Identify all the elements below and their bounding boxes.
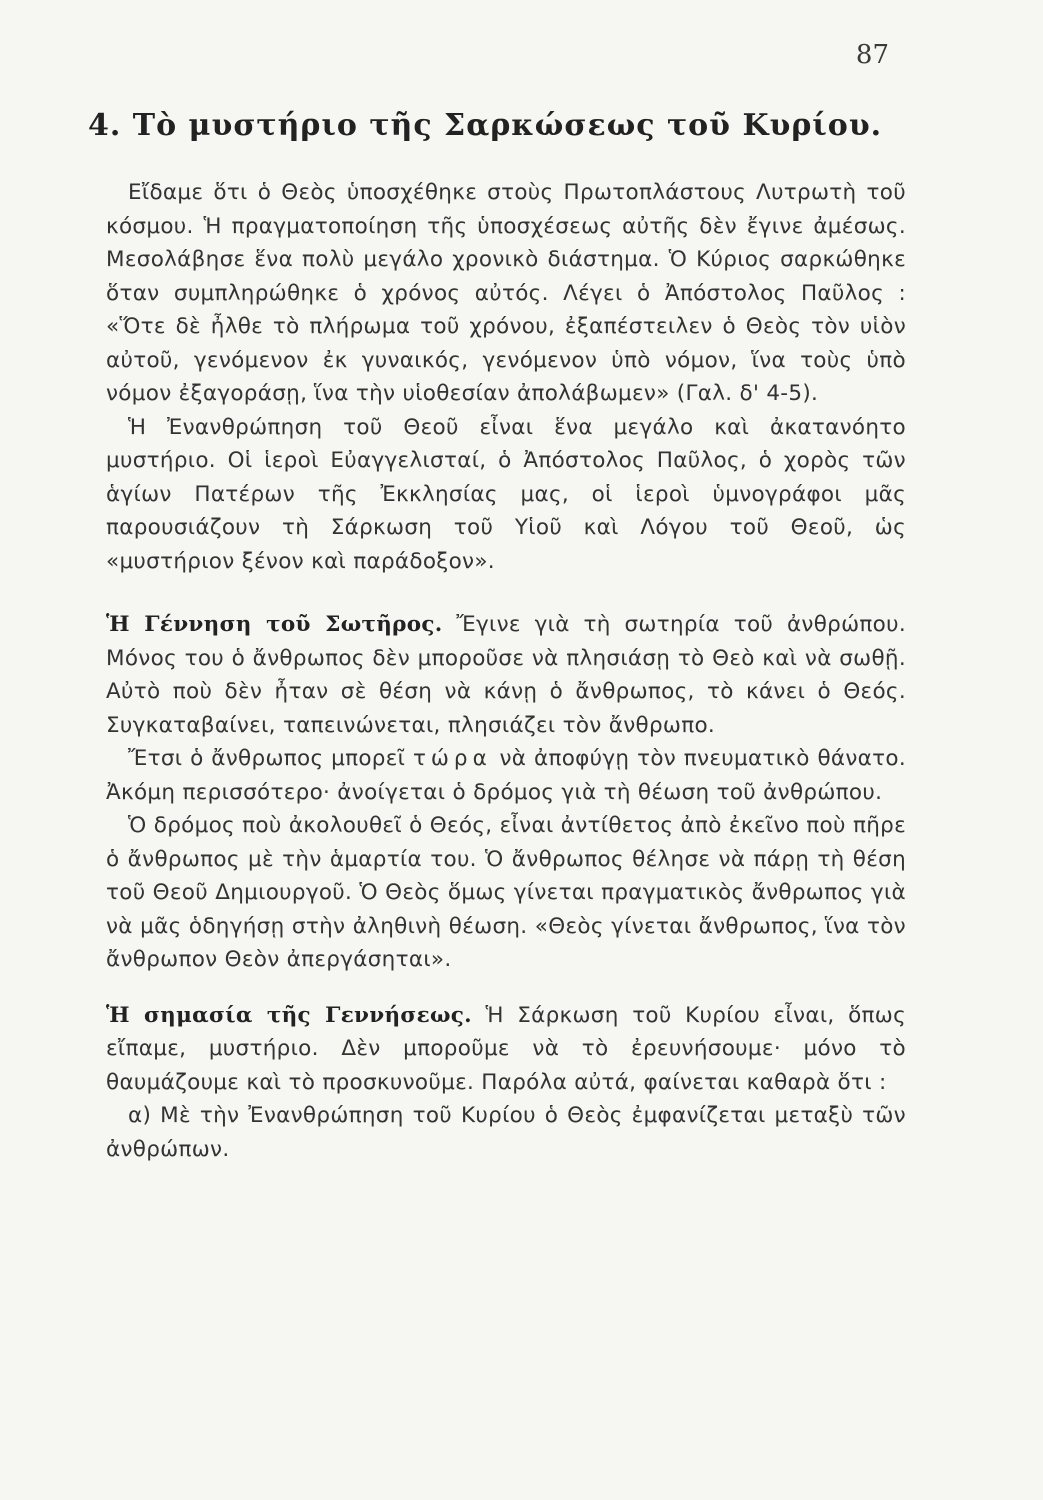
runin-heading-birth: Ἡ Γέννηση τοῦ Σωτῆρος. (106, 612, 443, 637)
paragraph-significance (106, 999, 906, 1100)
paragraph-spiritual-death (106, 742, 906, 809)
paragraph-text-significance: Ἡ Σάρκωση τοῦ Κυρίου εἶναι, ὅπως εἴπαμε, μυστήριο. Δὲν μποροῦμε νὰ τὸ ἐρευνήσουμε· μόνο τὸ θαυμάζουμε καὶ τὸ προσκυνοῦμε. Παρόλα αὐτά, φαίνεται καθαρὰ ὅτι : (106, 1002, 906, 1095)
paragraph-text-birth: Ἔγινε γιὰ τὴ σωτηρία τοῦ ἀνθρώπου. Μόνος του ὁ ἄνθρωπος δὲν μποροῦσε νὰ πλησιάσῃ τὸ Θεὸ καὶ νὰ σωθῇ. Αὐτὸ ποὺ δὲν ἦταν σὲ θέση νὰ κάνῃ ὁ ἄνθρωπος, τὸ κάνει ὁ Θεός. Συγκαταβαίνει, ταπεινώνεται, πλησιάζει τὸν ἄνθρωπο. (106, 612, 907, 738)
list-item-a: α) Μὲ τὴν Ἐνανθρώπηση τοῦ Κυρίου ὁ Θεὸς ἐμφανίζεται μεταξὺ τῶν ἀνθρώπων. (106, 1103, 906, 1162)
paragraph-promise-fulfilment: Εἴδαμε ὅτι ὁ Θεὸς ὑποσχέθηκε στοὺς Πρωτοπλάστους Λυτρωτὴ τοῦ κόσμου. Ἡ πραγματοποίηση τῆς ὑποσχέσεως αὐτῆς δὲν ἔγινε ἀμέσως. Μεσολάβησε ἕνα πολὺ μεγάλο χρονικὸ διάστημα. Ὁ Κύριος σαρκώθηκε ὅταν συμπληρώθηκε ὁ χρόνος αὐτός. Λέγει ὁ Ἀπόστολος Παῦλος : «Ὅτε δὲ ἦλθε τὸ πλήρωμα τοῦ χρόνου, ἐξαπέστειλεν ὁ Θεὸς τὸν υἱὸν αὐτοῦ, γενόμενον ἐκ γυναικός, γενόμενον ὑπὸ νόμον, ἵνα τοὺς ὑπὸ νόμον ἐξαγοράσῃ, ἵνα τὴν υἱοθεσίαν ἀπολάβωμεν» (Γαλ. δ' 4-5). (106, 180, 906, 406)
body-text (106, 176, 906, 1166)
paragraph-way-of-god: Ὁ δρόμος ποὺ ἀκολουθεῖ ὁ Θεός, εἶναι ἀντίθετος ἀπὸ ἐκεῖνο ποὺ πῆρε ὁ ἄνθρωπος μὲ τὴν ἁμαρτία του. Ὁ ἄνθρωπος θέλησε νὰ πάρῃ τὴ θέση τοῦ Θεοῦ Δημιουργοῦ. Ὁ Θεὸς ὅμως γίνεται πραγματικὸς ἄνθρωπος γιὰ νὰ μᾶς ὁδηγήσῃ στὴν ἀληθινὴ θέωση. «Θεὸς γίνεται ἄνθρωπος, ἵνα τὸν ἄνθρωπον Θεὸν ἀπεργάσηται». (106, 813, 906, 972)
spaced-emphasis: τώρα (412, 746, 492, 771)
paragraph-incarnation-mystery: Ἡ Ἐνανθρώπηση τοῦ Θεοῦ εἶναι ἕνα μεγάλο καὶ ἀκατανόητο μυστήριο. Οἱ ἱεροὶ Εὐαγγελισταί, ὁ Ἀπόστολος Παῦλος, ὁ χορὸς τῶν ἁγίων Πατέρων τῆς Ἐκκλησίας μας, οἱ ἱεροὶ ὑμνογράφοι μᾶς παρουσιάζουν τὴ Σάρκωση τοῦ Υἱοῦ καὶ Λόγου τοῦ Θεοῦ, ὡς «μυστήριον ξένον καὶ παράδοξον». (106, 414, 906, 574)
section-title: 4. Τὸ μυστήριο τῆς Σαρκώσεως τοῦ Κυρίου. (88, 108, 883, 143)
paragraph-birth-of-saviour (106, 608, 906, 742)
paragraph-text-part: Ἔτσι ὁ ἄνθρωπος μπορεῖ (128, 746, 406, 771)
page-number: 87 (855, 40, 889, 70)
runin-heading-significance: Ἡ σημασία τῆς Γεννήσεως. (106, 1002, 472, 1028)
paragraph-text-part: νὰ ἀποφύγῃ τὸν πνευματικὸ θάνατο. Ἀκόμη περισσότερο· ἀνοίγεται ὁ δρόμος γιὰ τὴ θέωση τοῦ ἀνθρώπου. (106, 746, 906, 805)
